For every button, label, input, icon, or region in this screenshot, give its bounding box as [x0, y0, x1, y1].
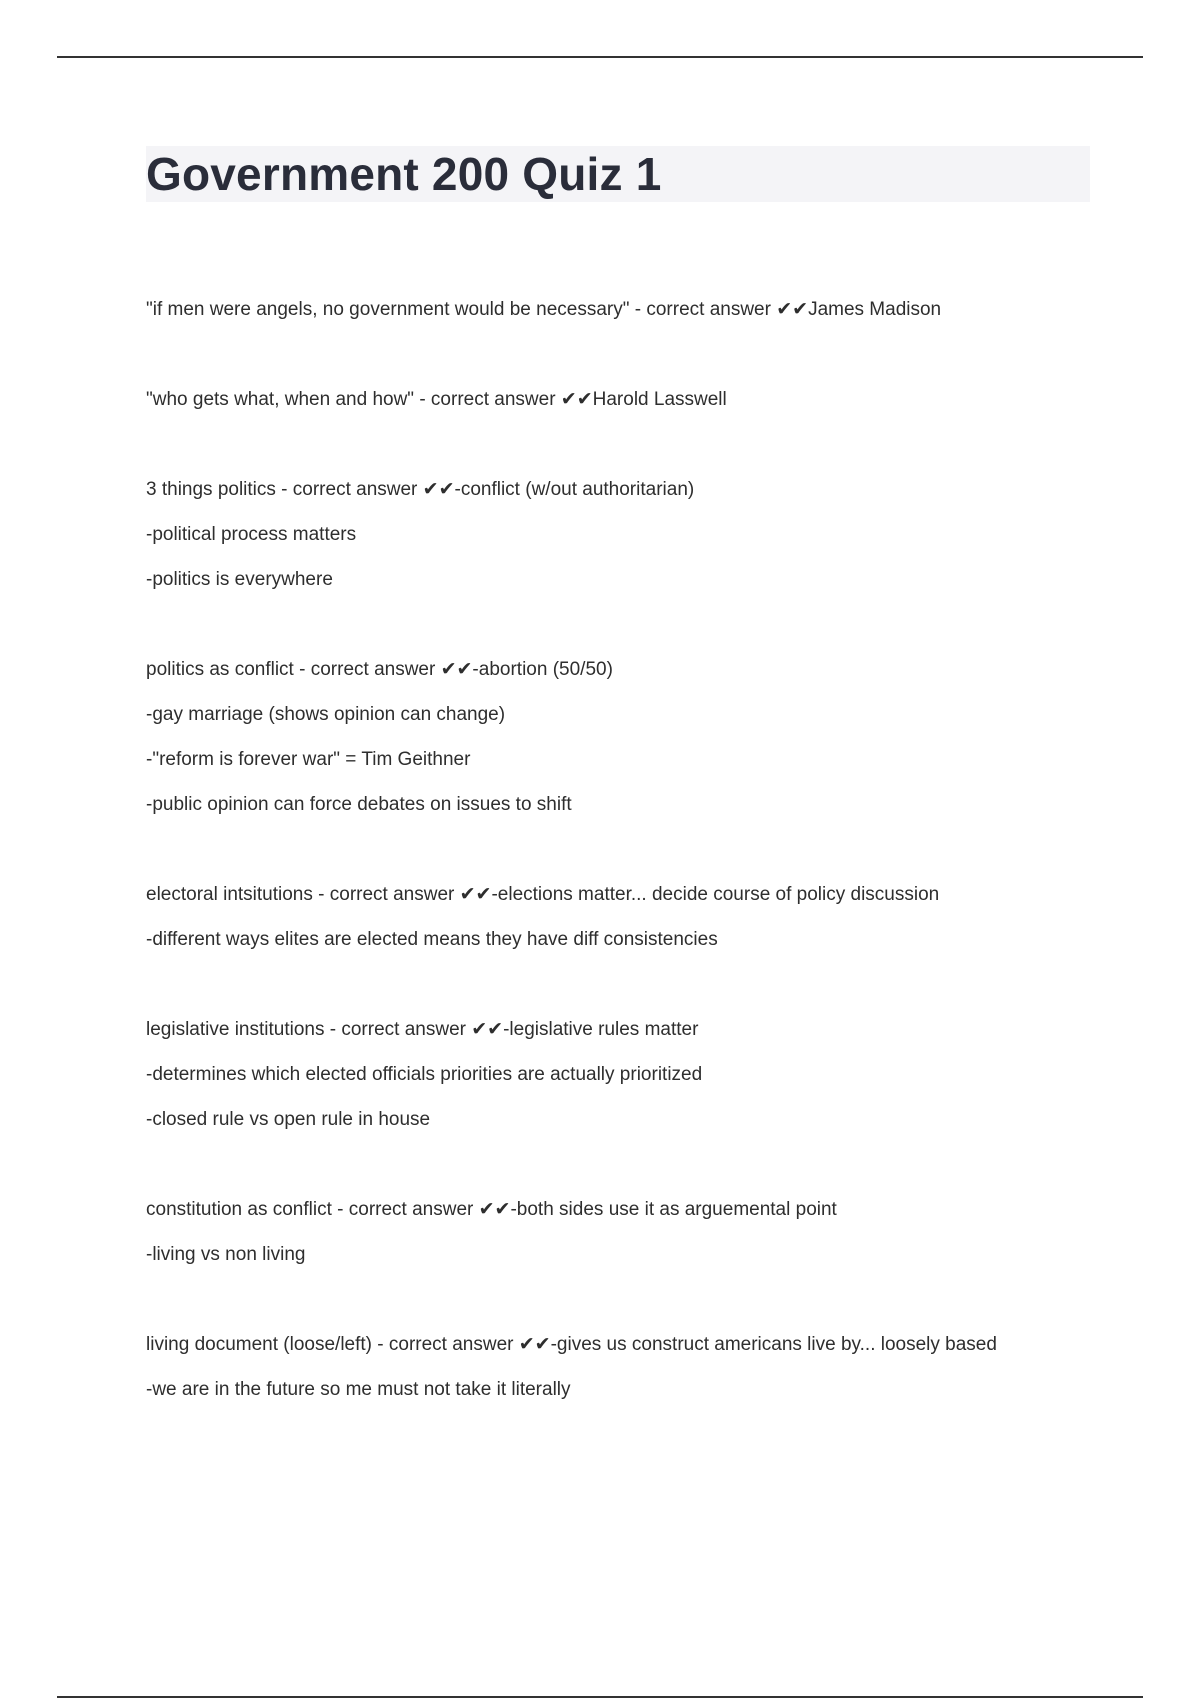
- entry-line: -closed rule vs open rule in house: [146, 1109, 431, 1130]
- entry-line: -political process matters: [146, 524, 357, 545]
- qa-entry-2: [146, 377, 1106, 422]
- entry-line: -living vs non living: [146, 1244, 306, 1265]
- entry-line: electoral intsitutions - correct answer ✔✔-elections matter... decide course of policy discussion: [146, 884, 940, 905]
- entry-line: legislative institutions - correct answer ✔✔-legislative rules matter: [146, 1019, 699, 1040]
- entry-line: living document (loose/left) - correct answer ✔✔-gives us construct americans live by... loosely based: [146, 1334, 997, 1355]
- entry-line: -"reform is forever war" = Tim Geithner: [146, 749, 471, 770]
- entry-line: -determines which elected officials priorities are actually prioritized: [146, 1064, 703, 1085]
- document-body: [146, 287, 1106, 1457]
- qa-entry-8: [146, 1322, 1106, 1412]
- entry-line: constitution as conflict - correct answer ✔✔-both sides use it as arguemental point: [146, 1199, 837, 1220]
- entry-line: -different ways elites are elected means they have diff consistencies: [146, 929, 718, 950]
- qa-entry-6: [146, 1007, 1106, 1142]
- entry-line: 3 things politics - correct answer ✔✔-conflict (w/out authoritarian): [146, 479, 695, 500]
- qa-entry-7: [146, 1187, 1106, 1277]
- entry-line: politics as conflict - correct answer ✔✔-abortion (50/50): [146, 659, 613, 680]
- qa-entry-1: [146, 287, 1106, 332]
- entry-line: -gay marriage (shows opinion can change): [146, 704, 506, 725]
- entry-line: "if men were angels, no government would be necessary" - correct answer ✔✔James Madison: [146, 299, 942, 320]
- entry-line: -public opinion can force debates on issues to shift: [146, 794, 572, 815]
- page-bottom-rule: [57, 1696, 1143, 1698]
- page-title: Government 200 Quiz 1: [146, 148, 662, 200]
- qa-entry-4: [146, 647, 1106, 827]
- page-top-rule: [57, 56, 1143, 58]
- qa-entry-3: [146, 467, 1106, 602]
- qa-entry-5: [146, 872, 1106, 962]
- entry-line: "who gets what, when and how" - correct answer ✔✔Harold Lasswell: [146, 389, 727, 410]
- entry-line: -politics is everywhere: [146, 569, 333, 590]
- entry-line: -we are in the future so me must not take it literally: [146, 1379, 571, 1400]
